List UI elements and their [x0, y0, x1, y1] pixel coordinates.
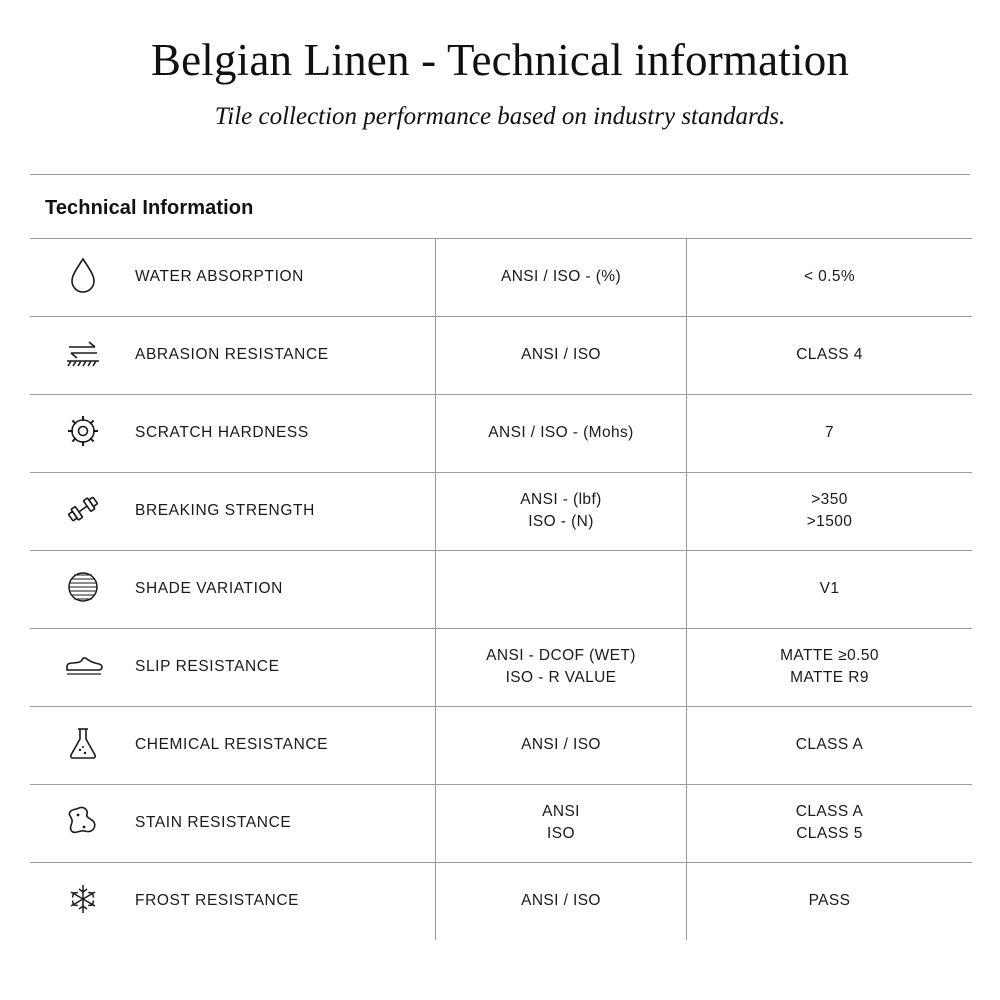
- value-line-1: >350: [811, 490, 848, 508]
- table-row: [30, 472, 972, 550]
- value-line-2: CLASS 5: [796, 825, 863, 842]
- row-value: [687, 550, 973, 628]
- value-line-1: CLASS 4: [796, 345, 863, 363]
- standard-line-1: ANSI / ISO - (Mohs): [488, 423, 634, 441]
- value-line-1: < 0.5%: [803, 267, 856, 285]
- row-standard: [436, 784, 687, 862]
- row-value: [687, 238, 973, 316]
- row-icon-cell: [30, 316, 135, 394]
- value-line-1: PASS: [808, 892, 851, 910]
- row-standard: [436, 238, 687, 316]
- row-label: WATER ABSORPTION: [135, 238, 436, 316]
- value-line-1: V1: [819, 579, 840, 597]
- row-standard: [436, 550, 687, 628]
- standard-line-1: ANSI - (lbf): [520, 490, 602, 508]
- row-label: SLIP RESISTANCE: [135, 628, 436, 706]
- abrasion-arrows-icon: [55, 325, 111, 381]
- standard-line-1: ANSI: [542, 802, 580, 820]
- row-icon-cell: [30, 472, 135, 550]
- row-value: [687, 472, 973, 550]
- row-icon-cell: [30, 862, 135, 940]
- technical-information-table: [30, 238, 972, 941]
- row-label: STAIN RESISTANCE: [135, 784, 436, 862]
- dumbbell-icon: [55, 481, 111, 537]
- page-title: Belgian Linen - Technical information: [150, 35, 850, 85]
- snowflake-icon: [55, 871, 111, 927]
- row-standard: [436, 394, 687, 472]
- table-row: [30, 550, 972, 628]
- value-line-2: >1500: [806, 513, 853, 530]
- row-icon-cell: [30, 784, 135, 862]
- page-subtitle: Tile collection performance based on industry standards.: [214, 102, 786, 130]
- table-row: [30, 628, 972, 706]
- stain-blob-icon: [55, 793, 111, 849]
- row-label: SHADE VARIATION: [135, 550, 436, 628]
- row-icon-cell: [30, 550, 135, 628]
- row-value: [687, 316, 973, 394]
- standard-line-2: ISO - (N): [528, 513, 594, 530]
- flask-icon: [55, 715, 111, 771]
- value-line-2: MATTE R9: [790, 669, 869, 686]
- row-icon-cell: [30, 706, 135, 784]
- shaded-circle-icon: [55, 559, 111, 615]
- value-line-1: CLASS A: [795, 802, 864, 820]
- shoe-icon: [55, 637, 111, 693]
- row-icon-cell: [30, 628, 135, 706]
- value-line-1: 7: [824, 423, 835, 441]
- row-standard: [436, 862, 687, 940]
- gear-icon: [55, 403, 111, 459]
- standard-line-1: ANSI - DCOF (WET): [486, 646, 636, 664]
- table-row: [30, 862, 972, 940]
- table-row: [30, 706, 972, 784]
- table-row: [30, 238, 972, 316]
- table-row: [30, 394, 972, 472]
- row-label: BREAKING STRENGTH: [135, 472, 436, 550]
- row-value: [687, 784, 973, 862]
- table-row: [30, 784, 972, 862]
- section-heading: Technical Information: [45, 196, 254, 219]
- water-drop-icon: [55, 247, 111, 303]
- row-value: [687, 394, 973, 472]
- row-icon-cell: [30, 394, 135, 472]
- standard-line-2: ISO: [547, 825, 575, 842]
- row-standard: [436, 706, 687, 784]
- standard-line-1: ANSI / ISO: [521, 735, 601, 753]
- row-value: [687, 706, 973, 784]
- row-label: FROST RESISTANCE: [135, 862, 436, 940]
- row-label: SCRATCH HARDNESS: [135, 394, 436, 472]
- value-line-1: CLASS A: [795, 735, 864, 753]
- row-standard: [436, 472, 687, 550]
- row-label: CHEMICAL RESISTANCE: [135, 706, 436, 784]
- row-value: [687, 862, 973, 940]
- table-row: [30, 316, 972, 394]
- standard-line-1: ANSI / ISO: [521, 345, 601, 363]
- row-standard: [436, 316, 687, 394]
- standard-line-1: ANSI / ISO: [521, 892, 601, 910]
- value-line-1: MATTE ≥0.50: [780, 646, 879, 664]
- table-body: [30, 238, 972, 940]
- standard-line-2: ISO - R VALUE: [505, 669, 617, 686]
- standard-line-1: ANSI / ISO - (%): [500, 267, 622, 285]
- row-standard: [436, 628, 687, 706]
- row-icon-cell: [30, 238, 135, 316]
- row-value: [687, 628, 973, 706]
- row-label: ABRASION RESISTANCE: [135, 316, 436, 394]
